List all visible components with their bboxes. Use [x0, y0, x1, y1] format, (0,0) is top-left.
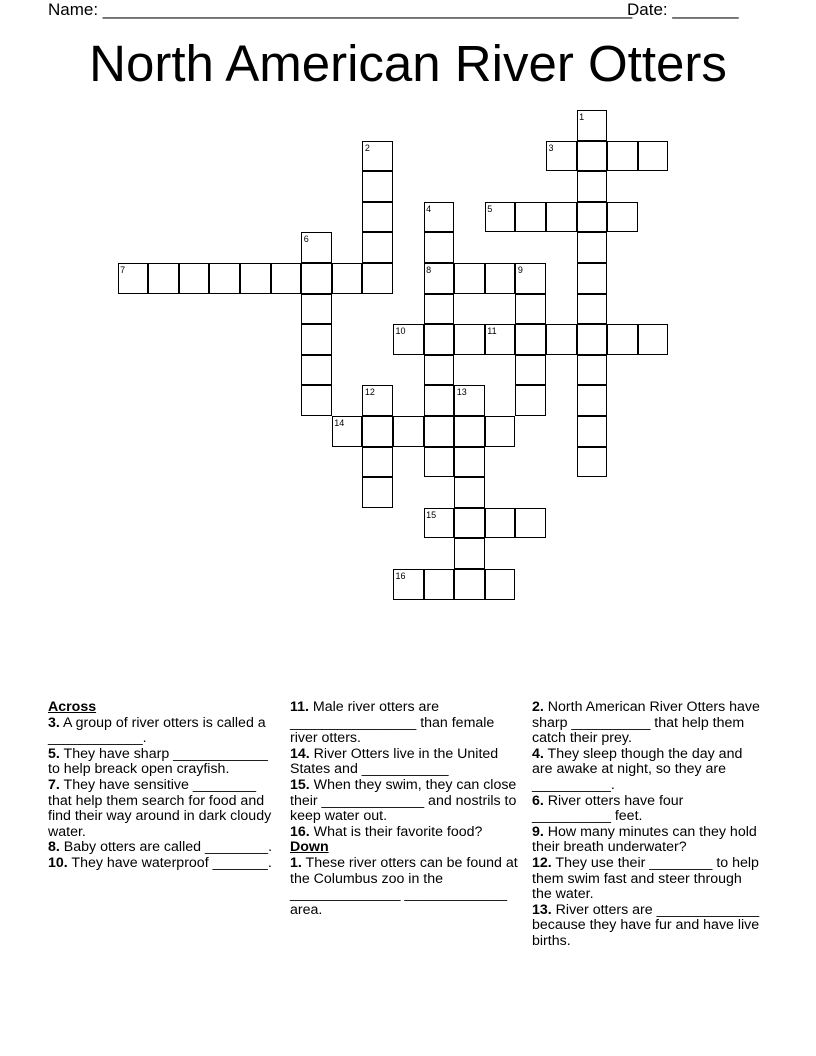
grid-cell	[424, 569, 455, 600]
clue-number-8: 8	[426, 265, 432, 275]
clue-number-10: 10	[395, 326, 406, 337]
clue-column-2	[290, 700, 520, 918]
grid-cell	[577, 232, 608, 263]
grid-cell	[454, 447, 485, 478]
grid-cell	[577, 171, 608, 202]
grid-cell	[362, 416, 393, 447]
grid-cell	[607, 324, 638, 355]
clue-number-15: 15	[426, 509, 437, 520]
grid-cell	[362, 447, 393, 478]
grid-cell	[332, 263, 363, 294]
grid-cell	[454, 538, 485, 569]
grid-cell	[515, 202, 546, 233]
clue-number-9: 9	[517, 265, 523, 275]
clue-down-12: 12. They use their ________ to help them swim fast and steer through the water.	[532, 854, 759, 903]
grid-cell	[424, 355, 455, 386]
grid-cell	[301, 294, 332, 325]
grid-cell	[454, 416, 485, 447]
grid-cell	[546, 202, 577, 233]
grid-cell	[485, 508, 516, 539]
grid-cell	[454, 263, 485, 294]
date-line: Date: _______	[627, 0, 739, 19]
grid-cell	[577, 447, 608, 478]
grid-cell	[485, 263, 516, 294]
clue-number-2: 2	[364, 142, 370, 153]
clue-across-15: 15. When they swim, they can close their _____________ and nostrils to keep water out.	[290, 776, 517, 825]
clue-across-8: 8. Baby otters are called ________.	[48, 839, 273, 856]
name-line: Name: ________________________________________________________	[48, 0, 633, 19]
grid-cell	[607, 202, 638, 233]
clue-number-16: 16	[395, 571, 406, 581]
grid-cell	[362, 202, 393, 233]
page-title: North American River Otters	[89, 35, 727, 92]
grid-cell	[362, 232, 393, 263]
grid-cell	[424, 324, 455, 355]
clue-column-3	[532, 700, 762, 950]
grid-cell	[577, 416, 608, 447]
clue-number-1: 1	[579, 112, 585, 122]
clue-across-5: 5. They have sharp ____________ to help breack open crayfish.	[48, 745, 268, 778]
grid-cell	[454, 508, 485, 539]
grid-cell	[515, 324, 546, 355]
grid-cell	[424, 385, 455, 416]
grid-cell	[515, 385, 546, 416]
clue-number-7: 7	[120, 265, 126, 275]
clue-number-3: 3	[548, 142, 554, 153]
grid-cell	[515, 508, 546, 539]
grid-cell	[362, 477, 393, 508]
grid-cell	[638, 141, 669, 172]
clue-across-7: 7. They have sensitive ________ that help them search for food and find their way around in dark cloudy water.	[48, 776, 272, 840]
grid-cell	[424, 416, 455, 447]
grid-cell	[577, 202, 608, 233]
grid-cell	[485, 569, 516, 600]
grid-cell	[424, 232, 455, 263]
grid-cell	[424, 294, 455, 325]
grid-cell	[515, 294, 546, 325]
grid-cell	[454, 477, 485, 508]
grid-cell	[301, 263, 332, 294]
grid-cell	[577, 263, 608, 294]
clue-across-10: 10. They have waterproof _______.	[48, 854, 272, 871]
clue-number-6: 6	[303, 234, 309, 245]
clue-across-11: 11. Male river otters are ________________ than female river otters.	[290, 699, 495, 747]
grid-cell	[271, 263, 302, 294]
clue-across-14: 14. River Otters live in the United States and ___________	[290, 745, 499, 778]
grid-cell	[362, 171, 393, 202]
clue-down-4: 4. They sleep though the day and are awake at night, so they are __________.	[532, 745, 743, 793]
grid-cell	[515, 355, 546, 386]
grid-cell	[454, 324, 485, 355]
grid-cell	[424, 447, 455, 478]
grid-cell	[577, 385, 608, 416]
clue-number-5: 5	[487, 203, 493, 214]
clue-number-14: 14	[334, 418, 345, 428]
clue-down-9: 9. How many minutes can they hold their breath underwater?	[532, 823, 757, 856]
clue-down-13: 13. River otters are _____________ because they have fur and have live births.	[532, 901, 760, 949]
clue-number-12: 12	[364, 387, 375, 398]
grid-cell	[607, 141, 638, 172]
clue-down-6: 6. River otters have four __________ feet.	[532, 792, 684, 825]
clue-number-11: 11	[487, 326, 497, 337]
grid-cell	[638, 324, 669, 355]
grid-cell	[577, 324, 608, 355]
grid-cell	[546, 324, 577, 355]
grid-cell	[148, 263, 179, 294]
clue-down-1: 1. These river otters can be found at the Columbus zoo in the ______________ _____________ area.	[290, 854, 518, 918]
clue-down-2: 2. North American River Otters have sharp __________ that help them catch their prey.	[532, 699, 760, 747]
clue-across-3: 3. A group of river otters is called a ____________.	[48, 714, 266, 747]
across-heading: Across	[48, 699, 97, 715]
grid-cell	[362, 263, 393, 294]
clue-number-13: 13	[456, 387, 467, 398]
grid-cell	[454, 569, 485, 600]
grid-cell	[240, 263, 271, 294]
clue-column-1	[48, 700, 280, 872]
grid-cell	[301, 355, 332, 386]
grid-cell	[577, 355, 608, 386]
grid-cell	[485, 416, 516, 447]
grid-cell	[393, 416, 424, 447]
grid-cell	[209, 263, 240, 294]
down-heading: Down	[290, 839, 329, 856]
grid-cell	[301, 324, 332, 355]
grid-cell	[301, 385, 332, 416]
clue-number-4: 4	[426, 203, 432, 214]
grid-cell	[179, 263, 210, 294]
grid-cell	[577, 294, 608, 325]
grid-cell	[577, 141, 608, 172]
clue-across-16: 16. What is their favorite food?	[290, 823, 483, 840]
